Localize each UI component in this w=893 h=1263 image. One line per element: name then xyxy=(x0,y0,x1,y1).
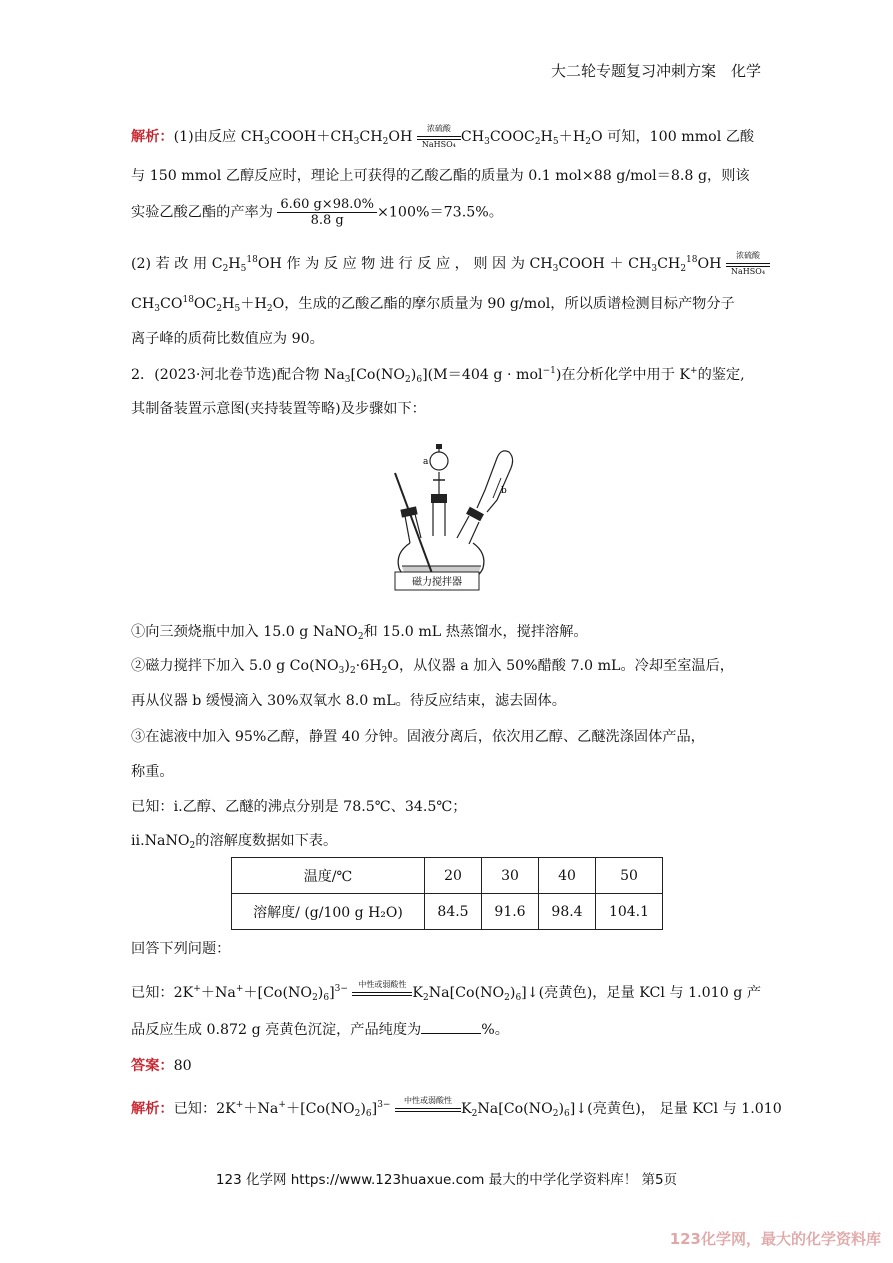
analysis-line-6: 离子峰的质荷比数值应为 90。 xyxy=(131,331,324,347)
table-cell: 98.4 xyxy=(539,894,596,930)
apparatus-diagram xyxy=(385,438,515,596)
known-ii: ⅱ.NaNO$_2$的溶解度数据如下表。 xyxy=(131,833,338,851)
answer-line xyxy=(131,1055,192,1075)
table-cell: 104.1 xyxy=(596,894,663,930)
table-row xyxy=(232,858,663,894)
analysis-line-4: (2) 若 改 用 $C_2H_5^{18}OH$ 作 为 反 应 物 进 行 反 应 ， 则 因 为 $CH_3COOH + CH_3CH_2^{18}OH$ 浓硫酸 NaHSO₄ xyxy=(131,253,770,274)
answer-label: 答案： xyxy=(131,1058,174,1074)
solubility-table xyxy=(231,857,663,930)
analysis-label-2: 解析： xyxy=(131,1101,174,1117)
table-cell: 84.5 xyxy=(425,894,482,930)
reaction-arrow-2: 浓硫酸 NaHSO₄ xyxy=(726,254,770,272)
table-cell: 50 xyxy=(596,858,663,894)
analysis-label: 解析： xyxy=(131,129,174,145)
table-header-solubility: 溶解度/ (g/100 g H₂O) xyxy=(232,894,425,930)
table-cell: 20 xyxy=(425,858,482,894)
step-2-cont: 再从仪器 b 缓慢滴入 30%双氧水 8.0 mL。待反应结束，滤去固体。 xyxy=(131,693,566,709)
reaction-arrow-4: 中性或弱酸性 xyxy=(395,1099,461,1117)
label-b: b xyxy=(501,486,507,496)
step-1: ①向三颈烧瓶中加入 15.0 g NaNO$_2$和 15.0 mL 热蒸馏水，搅拌溶解。 xyxy=(131,624,588,642)
answer-blank xyxy=(421,1021,481,1034)
answer-prompt: 回答下列问题： xyxy=(131,941,231,957)
step-3: ③在滤液中加入 95%乙醇，静置 40 分钟。固液分离后，依次用乙醇、乙醚洗涤固体产品， xyxy=(131,729,705,745)
yield-fraction: $\frac{6.60 g\times 98.0\%}{8.8 g}$ xyxy=(277,197,377,228)
table-cell: 40 xyxy=(539,858,596,894)
table-header-temp: 温度/℃ xyxy=(232,858,425,894)
step-2: ②磁力搅拌下加入 5.0 g $Co(NO_3)_2\cdot 6H_2O$，从仪器 a 加入 50%醋酸 7.0 mL。冷却至室温后， xyxy=(131,658,734,676)
analysis-line-3: 实验乙酸乙酯的产率为 $\frac{6.60 g\times 98.0\%}{8.8 g}$ ×100%＝73.5%。 xyxy=(131,197,503,228)
watermark: 123化学网，最大的化学资料库 xyxy=(669,1230,881,1248)
analysis-2-line: 解析：已知：$2K^++Na^++[Co(NO_2)_6]^{3-}$ 中性或弱酸性 $K_2Na[Co(NO_2)_6]↓$(亮黄色)， 足量 KCl 与 1.010 xyxy=(131,1096,782,1119)
reaction-arrow-3: 中性或弱酸性 xyxy=(352,983,412,1001)
known-2: 已知：$2K^++Na^++[Co(NO_2)_6]^{3-}$ 中性或弱酸性 $K_2Na[Co(NO_2)_6]↓$(亮黄色)，足量 KCl 与 1.010 g 产 xyxy=(131,980,762,1003)
known-2-cont: 品反应生成 0.872 g 亮黄色沉淀，产品纯度为 %。 xyxy=(131,1022,509,1038)
page-footer: 123 化学网 https://www.123huaxue.com 最大的中学化学资料库！ 第5页 xyxy=(215,1172,678,1188)
table-row xyxy=(232,894,663,930)
analysis-line-1: 解析：(1)由反应 $CH_3COOH+CH_3CH_2OH$ 浓硫酸 NaHSO₄ $CH_3COOC_2H_5+H_2O$ 可知，100 mmol 乙酸 xyxy=(131,124,755,149)
answer-value: 80 xyxy=(173,1058,192,1074)
question-2-line-2: 其制备装置示意图(夹持装置等略)及步骤如下： xyxy=(131,401,426,417)
table-cell: 30 xyxy=(482,858,539,894)
table-cell: 91.6 xyxy=(482,894,539,930)
question-2-line-1: 2．(2023·河北卷节选)配合物 $Na_3[Co(NO_2)_6](M=404$ g · mol$^{-1}$)在分析化学中用于 K+的鉴定, xyxy=(131,366,745,385)
page-header: 大二轮专题复习冲刺方案 化学 xyxy=(550,62,761,80)
analysis-line-5: $CH_3CO^{18}OC_2H_5+H_2O$，生成的乙酸乙酯的摩尔质量为 90 g/mol，所以质谱检测目标产物分子 xyxy=(131,295,735,314)
reaction-arrow: 浓硫酸 NaHSO₄ xyxy=(417,127,461,145)
step-3-cont: 称重。 xyxy=(131,764,174,780)
known-i: 已知：ⅰ.乙醇、乙醚的沸点分别是 78.5℃、34.5℃； xyxy=(131,799,467,815)
stirrer-label: 磁力搅拌器 xyxy=(412,577,462,588)
label-a: a xyxy=(423,457,429,467)
analysis-line-2: 与 150 mmol 乙醇反应时，理论上可获得的乙酸乙酯的质量为 0.1 mol×88 g/mol＝8.8 g，则该 xyxy=(131,168,750,184)
